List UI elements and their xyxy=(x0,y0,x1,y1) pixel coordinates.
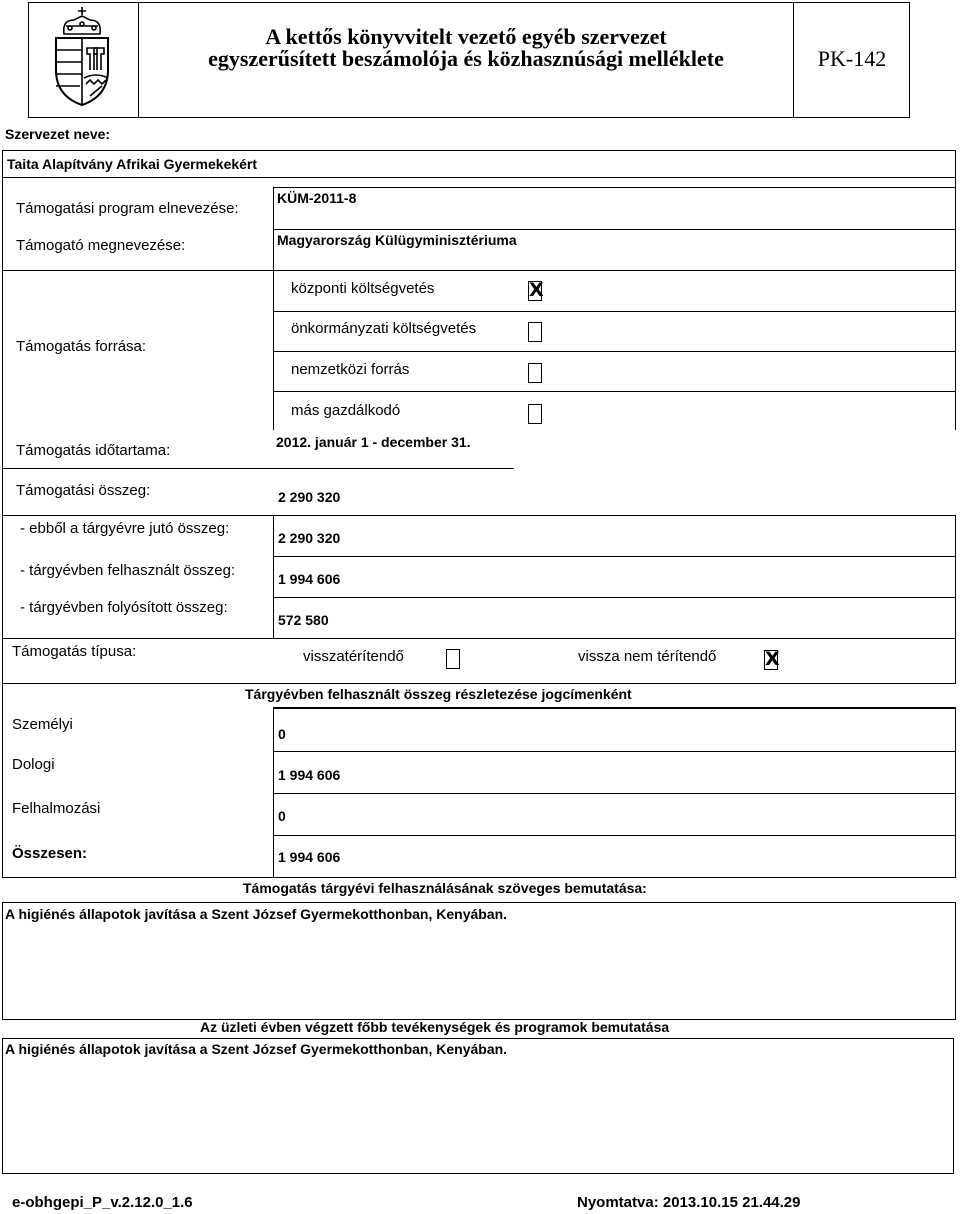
org-name-label: Szervezet neve: xyxy=(5,126,111,142)
source-central-checkbox[interactable]: X xyxy=(529,279,544,301)
source-option-other: más gazdálkodó xyxy=(291,402,401,419)
year-amount-label: - ebből a tárgyévre jutó összeg: xyxy=(20,520,230,537)
program-field[interactable] xyxy=(273,187,956,230)
disbursed-field[interactable] xyxy=(273,597,956,639)
year-amount-field[interactable] xyxy=(273,515,956,557)
program-label: Támogatási program elnevezése: xyxy=(16,200,239,217)
supporter-label: Támogató megnevezése: xyxy=(16,237,186,254)
supporter-value: Magyarország Külügyminisztériuma xyxy=(277,232,517,248)
header-divider-left xyxy=(138,2,139,118)
org-name-value: Taita Alapítvány Afrikai Gyermekekért xyxy=(7,156,258,172)
amount-value: 2 290 320 xyxy=(278,489,341,505)
program-value: KÜM-2011-8 xyxy=(277,190,357,206)
breakdown-total-value: 1 994 606 xyxy=(278,849,341,865)
source-option-international: nemzetközi forrás xyxy=(291,361,410,378)
breakdown-personnel-field[interactable] xyxy=(273,708,956,752)
description-text: A higiénés állapotok javítása a Szent József Gyermekotthonban, Kenyában. xyxy=(5,906,508,922)
type-nonrefundable-checkbox[interactable]: X xyxy=(765,648,780,670)
breakdown-row-value: 0 xyxy=(278,808,286,824)
coat-of-arms-icon xyxy=(48,4,116,108)
source-municipal-checkbox[interactable] xyxy=(528,322,542,342)
used-value: 1 994 606 xyxy=(278,571,341,587)
form-title-line2: egyszerűsített beszámolója és közhasznúsági melléklete xyxy=(208,46,724,71)
source-international-checkbox[interactable] xyxy=(528,363,542,383)
breakdown-row-label: Személyi xyxy=(12,716,73,733)
activities-text: A higiénés állapotok javítása a Szent József Gyermekotthonban, Kenyában. xyxy=(5,1041,508,1057)
source-option-central: központi költségvetés xyxy=(291,280,435,297)
form-title-line1: A kettős könyvvitelt vezető egyéb szervezet xyxy=(265,24,667,49)
disbursed-value: 572 580 xyxy=(278,612,329,628)
source-label: Támogatás forrása: xyxy=(16,338,147,355)
year-amount-value: 2 290 320 xyxy=(278,530,341,546)
duration-label: Támogatás időtartama: xyxy=(16,442,171,459)
source-other-checkbox[interactable] xyxy=(528,404,542,424)
description-heading: Támogatás tárgyévi felhasználásának szöveges bemutatása: xyxy=(243,880,647,896)
footer-version: e-obhgepi_P_v.2.12.0_1.6 xyxy=(12,1194,193,1211)
breakdown-total-label: Összesen: xyxy=(12,845,88,862)
breakdown-total-field[interactable] xyxy=(273,835,956,878)
type-nonrefundable-label: vissza nem térítendő xyxy=(578,648,717,665)
breakdown-row-value: 1 994 606 xyxy=(278,767,341,783)
type-refundable-checkbox[interactable] xyxy=(446,649,460,669)
amount-label: Támogatási összeg: xyxy=(16,482,151,499)
breakdown-capital-field[interactable] xyxy=(273,793,956,836)
activities-heading: Az üzleti évben végzett főbb tevékenységek és programok bemutatása xyxy=(200,1019,670,1035)
source-option-municipal: önkormányzati költségvetés xyxy=(291,320,477,337)
disbursed-label: - tárgyévben folyósított összeg: xyxy=(20,599,228,616)
used-field[interactable] xyxy=(273,556,956,598)
breakdown-heading: Tárgyévben felhasznált összeg részletezése jogcímenként xyxy=(245,686,632,702)
form-code: PK-142 xyxy=(817,46,887,71)
breakdown-row-value: 0 xyxy=(278,726,286,742)
breakdown-row-label: Felhalmozási xyxy=(12,800,101,817)
type-refundable-label: visszatérítendő xyxy=(303,648,404,665)
activities-textarea[interactable] xyxy=(2,1038,954,1174)
footer-printed: Nyomtatva: 2013.10.15 21.44.29 xyxy=(577,1194,801,1211)
breakdown-row-label: Dologi xyxy=(12,756,55,773)
used-label: - tárgyévben felhasznált összeg: xyxy=(20,562,236,579)
breakdown-material-field[interactable] xyxy=(273,751,956,794)
duration-value[interactable]: 2012. január 1 - december 31. xyxy=(276,434,471,450)
type-label: Támogatás típusa: xyxy=(12,643,137,660)
